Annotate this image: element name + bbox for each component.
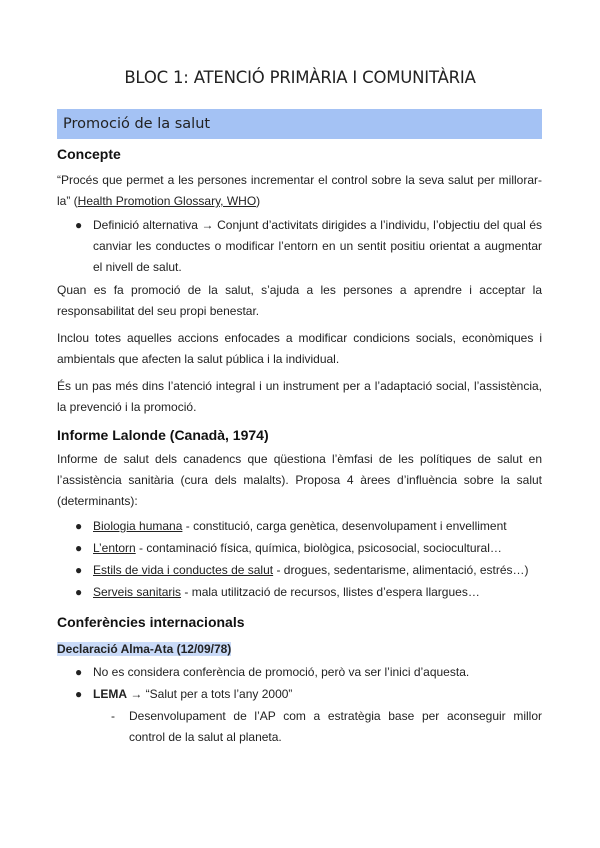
determinant-text: - mala utilització de recursos, llistes d’espera llargues… (181, 585, 480, 599)
bullet-icon: ● (75, 541, 83, 555)
bullet-icon: ● (75, 218, 83, 232)
quote-close: ) (256, 194, 261, 208)
determinants-list (57, 516, 542, 603)
bullet-icon: ● (75, 585, 83, 599)
list-item (57, 684, 542, 705)
lema-text: → “Salut per a tots l’any 2000” (127, 687, 293, 701)
determinant-term: Serveis sanitaris (93, 585, 182, 599)
paragraph: Quan es fa promoció de la salut, s’ajuda a les persones a aprendre i acceptar la responsabilitat del seu propi benestar. (57, 283, 542, 318)
lalonde-intro: Informe de salut dels canadencs que qüestiona l’èmfasi de les polítiques de salut en l’assistència sanitària (cura dels malalts). Proposa 4 àrees d’influència sobre la salut (determinants): (57, 452, 542, 508)
alma-ata-note: No es considera conferència de promoció, però va ser l’inici d’aquesta. (93, 665, 470, 679)
dash-icon: - (111, 709, 115, 723)
sub-list-item (57, 706, 542, 748)
lalonde-heading: Informe Lalonde (Canadà, 1974) (57, 427, 269, 443)
section-title: Promoció de la salut (63, 116, 211, 132)
alma-ata-title: Declaració Alma-Ata (12/09/78) (57, 642, 232, 656)
lema-label: LEMA (93, 687, 127, 701)
determinant-term: Biologia humana (93, 519, 183, 533)
list-item (57, 582, 542, 603)
determinant-text: - constitució, carga genètica, desenvolupament i envelliment (182, 519, 507, 533)
bullet-icon: ● (75, 563, 83, 577)
list-item (57, 215, 542, 278)
paragraph: És un pas més dins l’atenció integral i un instrument per a l’adaptació social, l’assistència, la prevenció i la promoció. (57, 379, 542, 414)
bullet-icon: ● (75, 519, 83, 533)
sub-item-text: Desenvolupament de l’AP com a estratègia base per aconseguir millor control de la salut al planeta. (129, 709, 542, 744)
alma-ata-subheading (57, 639, 542, 660)
conferencies-heading: Conferències internacionals (57, 614, 245, 630)
determinant-text: - drogues, sedentarisme, alimentació, estrés…) (273, 563, 529, 577)
quote-text: “Procés que permet a les persones incrementar el control sobre la seva salut per millorar-la” ( (57, 173, 542, 208)
list-item (57, 560, 542, 581)
determinant-text: - contaminació física, química, biològica, psicosocial, sociocultural… (135, 541, 502, 555)
determinant-term: Estils de vida i conductes de salut (93, 563, 274, 577)
document-title: BLOC 1: ATENCIÓ PRIMÀRIA I COMUNITÀRIA (124, 68, 476, 87)
document-body (57, 146, 542, 748)
list-item (57, 538, 542, 559)
bullet-icon: ● (75, 687, 83, 701)
quote-source-link[interactable]: Health Promotion Glossary, WHO (77, 194, 257, 208)
list-item (57, 516, 542, 537)
concepte-quote (57, 170, 542, 212)
definition-text: Definició alternativa → Conjunt d’activitats dirigides a l’individu, l’objectiu del qual és canviar les conductes o modificar l’entorn en un sentit positiu orientat a augmentar el nivell de salut. (93, 218, 542, 274)
paragraph: Inclou totes aquelles accions enfocades a modificar condicions socials, econòmiques i ambientals que afecten la salut pública i la individual. (57, 331, 542, 366)
list-item (57, 662, 542, 683)
determinant-term: L’entorn (93, 541, 136, 555)
bullet-icon: ● (75, 665, 83, 679)
concepte-heading: Concepte (57, 146, 121, 162)
